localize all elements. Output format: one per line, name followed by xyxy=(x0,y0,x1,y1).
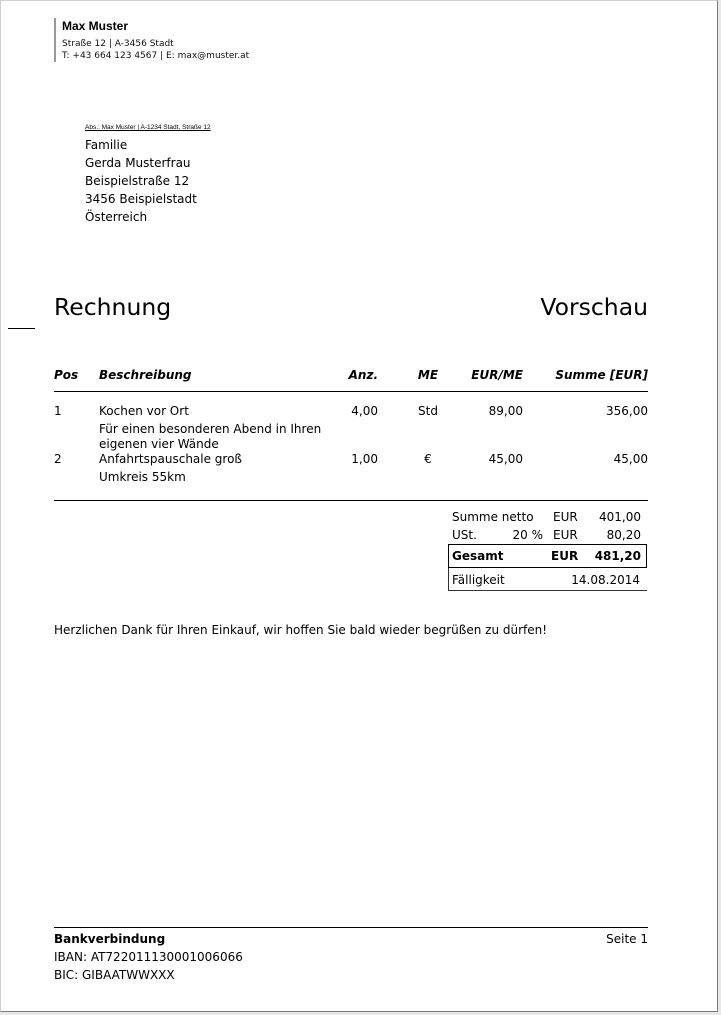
item-detail: Umkreis 55km xyxy=(99,470,186,484)
item-pos: 2 xyxy=(54,452,62,466)
recipient-line: Beispielstraße 12 xyxy=(85,174,190,188)
page-number: Seite 1 xyxy=(606,932,648,946)
tax-amount: 80,20 xyxy=(606,528,641,542)
due-left-border xyxy=(448,568,449,590)
item-quantity: 1,00 xyxy=(351,452,378,466)
due-label: Fälligkeit xyxy=(452,573,505,587)
bic: BIC: GIBAATWWXXX xyxy=(54,968,175,982)
tax-currency: EUR xyxy=(553,528,578,542)
gross-amount: 481,20 xyxy=(594,549,641,563)
letterhead-bar xyxy=(54,18,56,62)
item-title: Kochen vor Ort xyxy=(99,404,189,418)
bank-heading: Bankverbindung xyxy=(54,932,166,946)
item-unit-price: 45,00 xyxy=(488,452,523,466)
item-unit: € xyxy=(424,452,432,466)
document-title: Rechnung xyxy=(54,293,172,321)
net-amount: 401,00 xyxy=(599,510,641,524)
due-date: 14.08.2014 xyxy=(571,573,640,587)
fold-mark xyxy=(8,328,35,329)
tax-rate: 20 % xyxy=(512,528,543,542)
header-divider xyxy=(54,391,648,392)
header-total: Summe [EUR] xyxy=(555,368,648,382)
recipient-line: Familie xyxy=(85,138,128,152)
recipient-line: Österreich xyxy=(85,210,148,224)
item-detail: Für einen besonderen Abend in Ihren eigenen vier Wände xyxy=(99,422,322,451)
return-address: Abs.: Max Muster | A-1234 Stadt, Straße 12 xyxy=(85,124,211,131)
item-total: 45,00 xyxy=(613,452,648,466)
item-pos: 1 xyxy=(54,404,62,418)
header-unit: ME xyxy=(417,368,439,382)
header-quantity: Anz. xyxy=(348,368,378,382)
recipient-line: 3456 Beispielstadt xyxy=(85,192,197,206)
item-title: Anfahrtspauschale groß xyxy=(99,452,242,466)
header-description: Beschreibung xyxy=(99,368,192,382)
recipient-address xyxy=(85,136,197,226)
item-unit-price: 89,00 xyxy=(488,404,523,418)
sender-name: Max Muster xyxy=(62,19,129,33)
tax-label: USt. xyxy=(452,528,477,542)
iban: IBAN: AT722011130001006066 xyxy=(54,950,243,964)
net-label: Summe netto xyxy=(452,510,534,524)
table-bottom-divider xyxy=(54,500,648,501)
preview-label: Vorschau xyxy=(540,293,648,321)
sender-address: Straße 12 | A-3456 Stadt xyxy=(62,39,174,49)
gross-currency: EUR xyxy=(551,549,579,563)
net-currency: EUR xyxy=(553,510,578,524)
header-pos: Pos xyxy=(54,368,79,382)
closing-text: Herzlichen Dank für Ihren Einkauf, wir hoffen Sie bald wieder begrüßen zu dürfen! xyxy=(54,623,548,637)
header-unit-price: EUR/ME xyxy=(471,368,523,382)
item-quantity: 4,00 xyxy=(351,404,378,418)
sender-contact: T: +43 664 123 4567 | E: max@muster.at xyxy=(62,51,250,61)
item-unit: Std xyxy=(418,404,438,418)
due-bottom-border xyxy=(448,590,647,591)
footer-divider xyxy=(54,927,648,928)
gross-label: Gesamt xyxy=(452,549,504,563)
recipient-line: Gerda Musterfrau xyxy=(85,156,191,170)
item-total: 356,00 xyxy=(606,404,648,418)
